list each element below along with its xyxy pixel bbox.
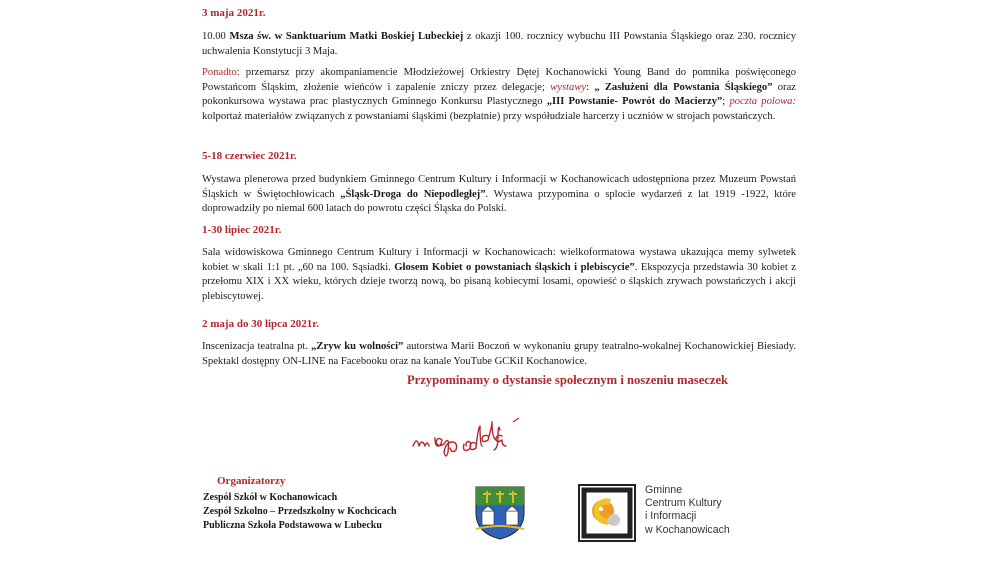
organizer-item: Zespół Szkolno – Przedszkolny w Kochcicach — [203, 506, 397, 518]
section-maj-lipiec-text: Inscenizacja teatralna pt. „Zryw ku wolności” autorstwa Marii Boczoń w wykonaniu grupy teatralno-wokalnej Kochanowickiej Biesiady. Spektakl dostępny ON-LINE na Facebooku oraz na kanale YouTube GCKiI Kochanowice. — [202, 341, 796, 367]
section-heading-lipiec: 1-30 lipiec 2021r. — [202, 224, 282, 236]
section-heading-czerwiec: 5-18 czerwiec 2021r. — [202, 150, 297, 162]
gck-institution-name — [645, 484, 730, 537]
gck-logo-icon — [578, 484, 636, 542]
section-heading-3-maja: 3 maja 2021r. — [202, 7, 266, 19]
text-run: „Śląsk-Droga do Niepodległej” — [340, 188, 486, 200]
gck-line: Gminne — [645, 484, 683, 496]
text-run: Głosem Kobiet o powstaniach śląskich i plebiscycie” — [394, 261, 635, 273]
organizer-item: Publiczna Szkoła Podstawowa w Lubecku — [203, 520, 382, 532]
section-3-maja-text-2: Ponadto: przemarsz przy akompaniamencie Młodzieżowej Orkiestry Dętej Kochanowicki Young Band do pomnika poświęconego Powstańcom Śląskim, złożenie wieńców i zapalenie zniczy przez delegacje; wystawy: „ Zasłużeni dla Powstania Śląskiego” oraz pokonkursowa wystawa prac plastycznych Gminnego Konkursu Plastycznego „III Powstanie- Powrót do Macierzy”; poczta polowa: kolportaż materiałów związanych z powstaniami śląskimi (bezpłatnie) przy współudziale harcerzy i uczniów w strojach powstańczych. — [202, 67, 797, 122]
text-run: „Zryw ku wolności” — [311, 341, 404, 352]
section-czerwiec-text: Wystawa plenerowa przed budynkiem Gminnego Centrum Kultury i Informacji w Kochanowicach udostępniona przez Muzeum Powstań Śląskich w Świętochłowicach „Śląsk-Droga do Niepodległej”. Wystawa przypomina o splocie wydarzeń z lat 1919 -1922, które doprowadziły po niemal 600 latach do powrotu części Śląska do Polski. — [202, 174, 796, 215]
section-lipiec-text: Sala widowiskowa Gminnego Centrum Kultury i Informacji w Kochanowicach: wielkoformatowa wystawa ukazująca memy sylwetek kobiet w skali 1:1 pt. „60 na 100. Sąsiadki. Głosem Kobiet o powstaniach śląskich i plebiscycie”. Ekspozycja przedstawia 30 kobiet z przełomu XIX i XX wieku, których dzieje tworzą nową, bo pisaną kobiecymi losami, opowieść o śląskich zrywach powstańczych i akcji plebiscytowej. — [202, 247, 796, 302]
organizers-title: Organizatorzy — [217, 475, 286, 487]
section-3-maja-text-1: 10.00 Msza św. w Sanktuarium Matki Boskiej Lubeckiej z okazji 100. rocznicy wybuchu III Powstania Śląskiego oraz 230. rocznicy uchwalenia Konstytucji 3 Maja. — [202, 31, 796, 57]
text-run: poczta polowa: — [729, 96, 797, 108]
signature-graphic — [405, 412, 585, 464]
gck-line: w Kochanowicach — [645, 523, 730, 536]
gck-line: i Informacji — [645, 510, 697, 523]
organizer-item: Zespół Szkół w Kochanowicach — [203, 492, 338, 503]
gck-line: Centrum Kultury — [645, 497, 722, 510]
coat-of-arms-icon — [472, 483, 528, 541]
section-heading-maj-lipiec: 2 maja do 30 lipca 2021r. — [202, 318, 319, 330]
text-run: wystawy — [550, 81, 587, 93]
text-run: Msza św. w Sanktuarium Matki Boskiej Lubeckiej — [229, 31, 464, 42]
text-run: „III Powstanie- Powrót do Macierzy” — [546, 96, 723, 108]
text-run: „ Zasłużeni dla Powstania Śląskiego” — [594, 81, 773, 93]
reminder-text: Przypominamy o dystansie społecznym i noszeniu maseczek — [406, 373, 729, 387]
text-run: Ponadto — [202, 67, 237, 78]
organizers-list — [203, 491, 397, 534]
